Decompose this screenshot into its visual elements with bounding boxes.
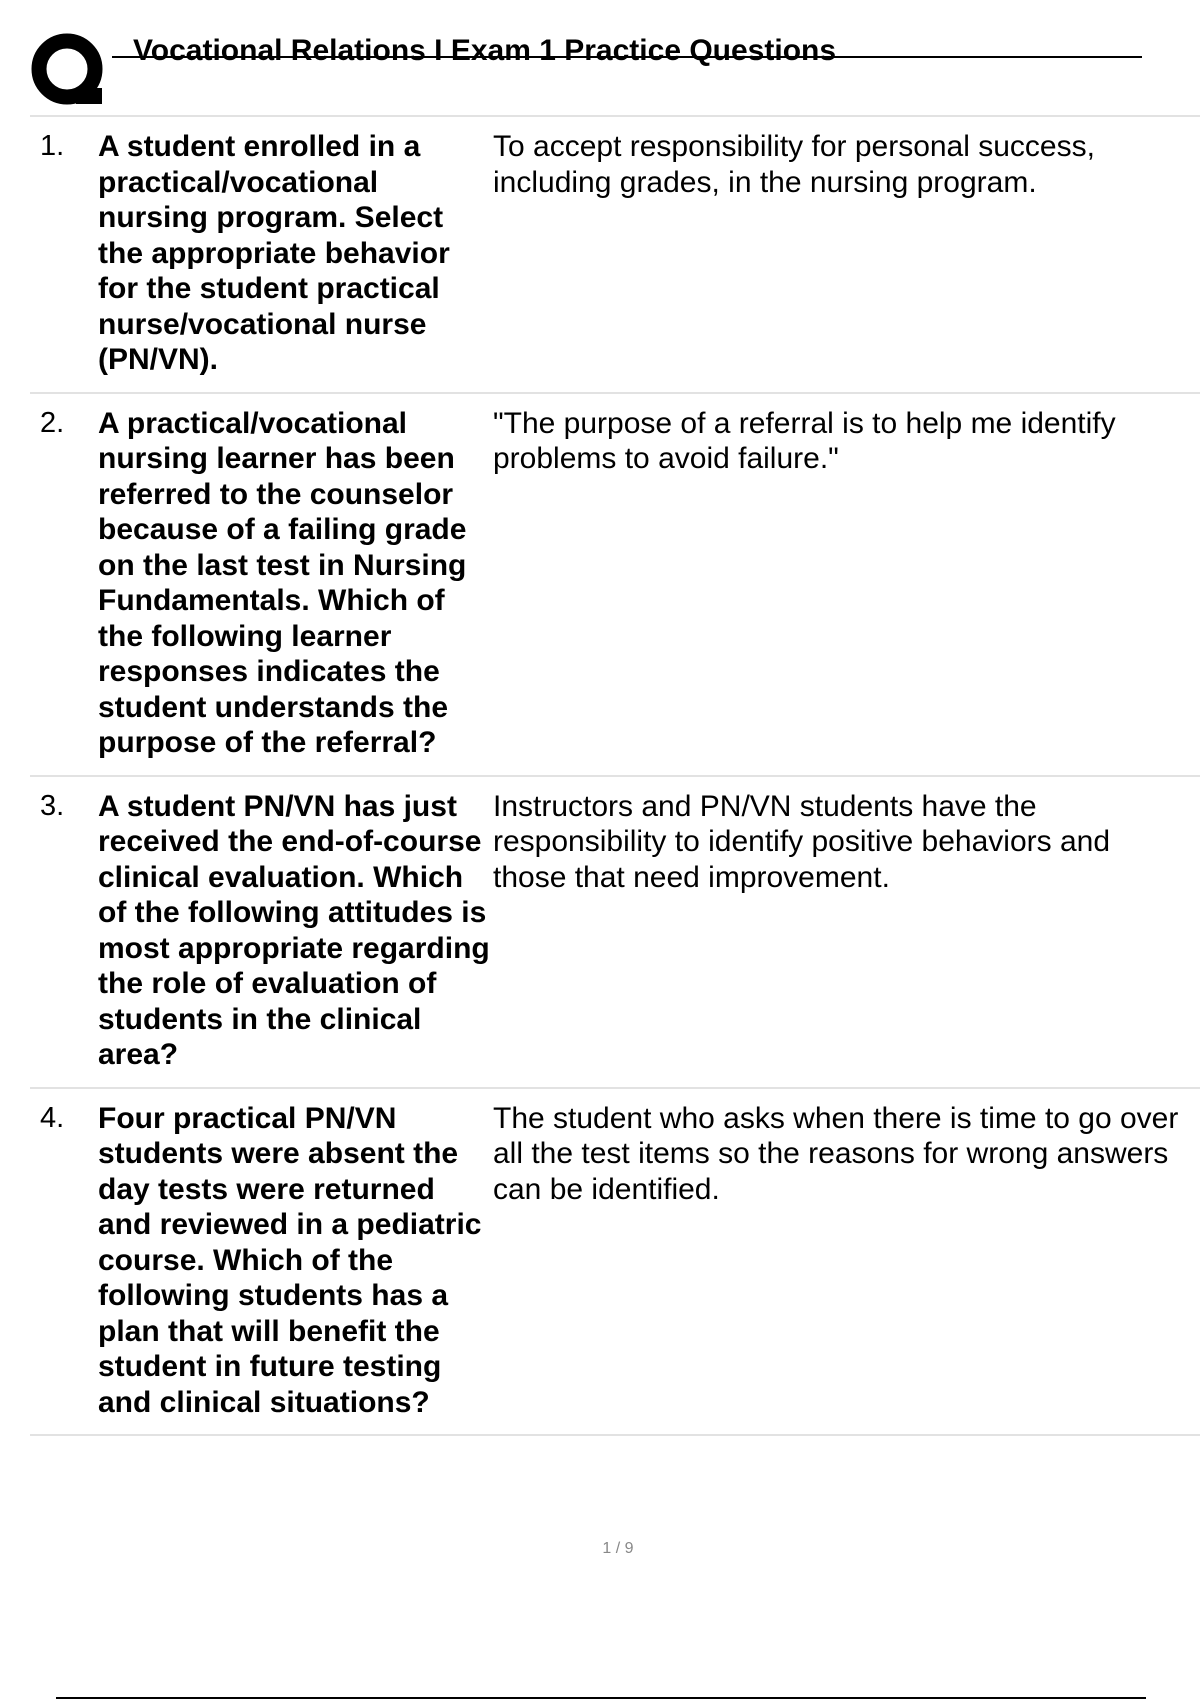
question-number: 1.	[40, 130, 65, 162]
qa-row-4	[30, 1089, 1200, 1437]
question-number: 4.	[40, 1101, 65, 1134]
answer-text: The student who asks when there is time to go over all the test items so the reasons for wrong answers can be identified.	[493, 1101, 1179, 1206]
quizlet-logo-icon	[30, 32, 110, 112]
question-text: A practical/vocational nursing learner has been referred to the counselor because of a failing grade on the last test in Nursing Fundamentals. Which of the following learner responses indicates the student understands the purpose of the referral?	[98, 406, 467, 759]
qa-row-3	[30, 777, 1200, 1089]
answer-text: To accept responsibility for personal success, including grades, in the nursing program.	[493, 130, 1095, 199]
page-indicator: 1 / 9	[602, 1540, 634, 1557]
bottom-rule	[56, 1697, 1146, 1699]
question-answer-list	[30, 115, 1200, 1436]
answer-text: "The purpose of a referral is to help me identify problems to avoid failure."	[493, 406, 1116, 475]
qa-row-1	[30, 117, 1200, 394]
question-number: 3.	[40, 789, 65, 822]
question-text: A student PN/VN has just received the end-of-course clinical evaluation. Which of the following attitudes is most appropriate regarding the role of evaluation of students in the clinical area?	[98, 789, 490, 1071]
document-title: Vocational Relations I Exam 1 Practice Questions	[133, 34, 837, 67]
question-number: 2.	[40, 406, 65, 439]
answer-text: Instructors and PN/VN students have the responsibility to identify positive behaviors and those that need improvement.	[493, 789, 1111, 894]
qa-row-2	[30, 394, 1200, 777]
question-text: Four practical PN/VN students were absent the day tests were returned and reviewed in a pediatric course. Which of the following students has a plan that will benefit the student in future testing and clinical situations?	[98, 1101, 482, 1419]
question-text: A student enrolled in a practical/vocational nursing program. Select the appropriate behavior for the student practical nurse/vocational nurse (PN/VN).	[98, 130, 450, 376]
